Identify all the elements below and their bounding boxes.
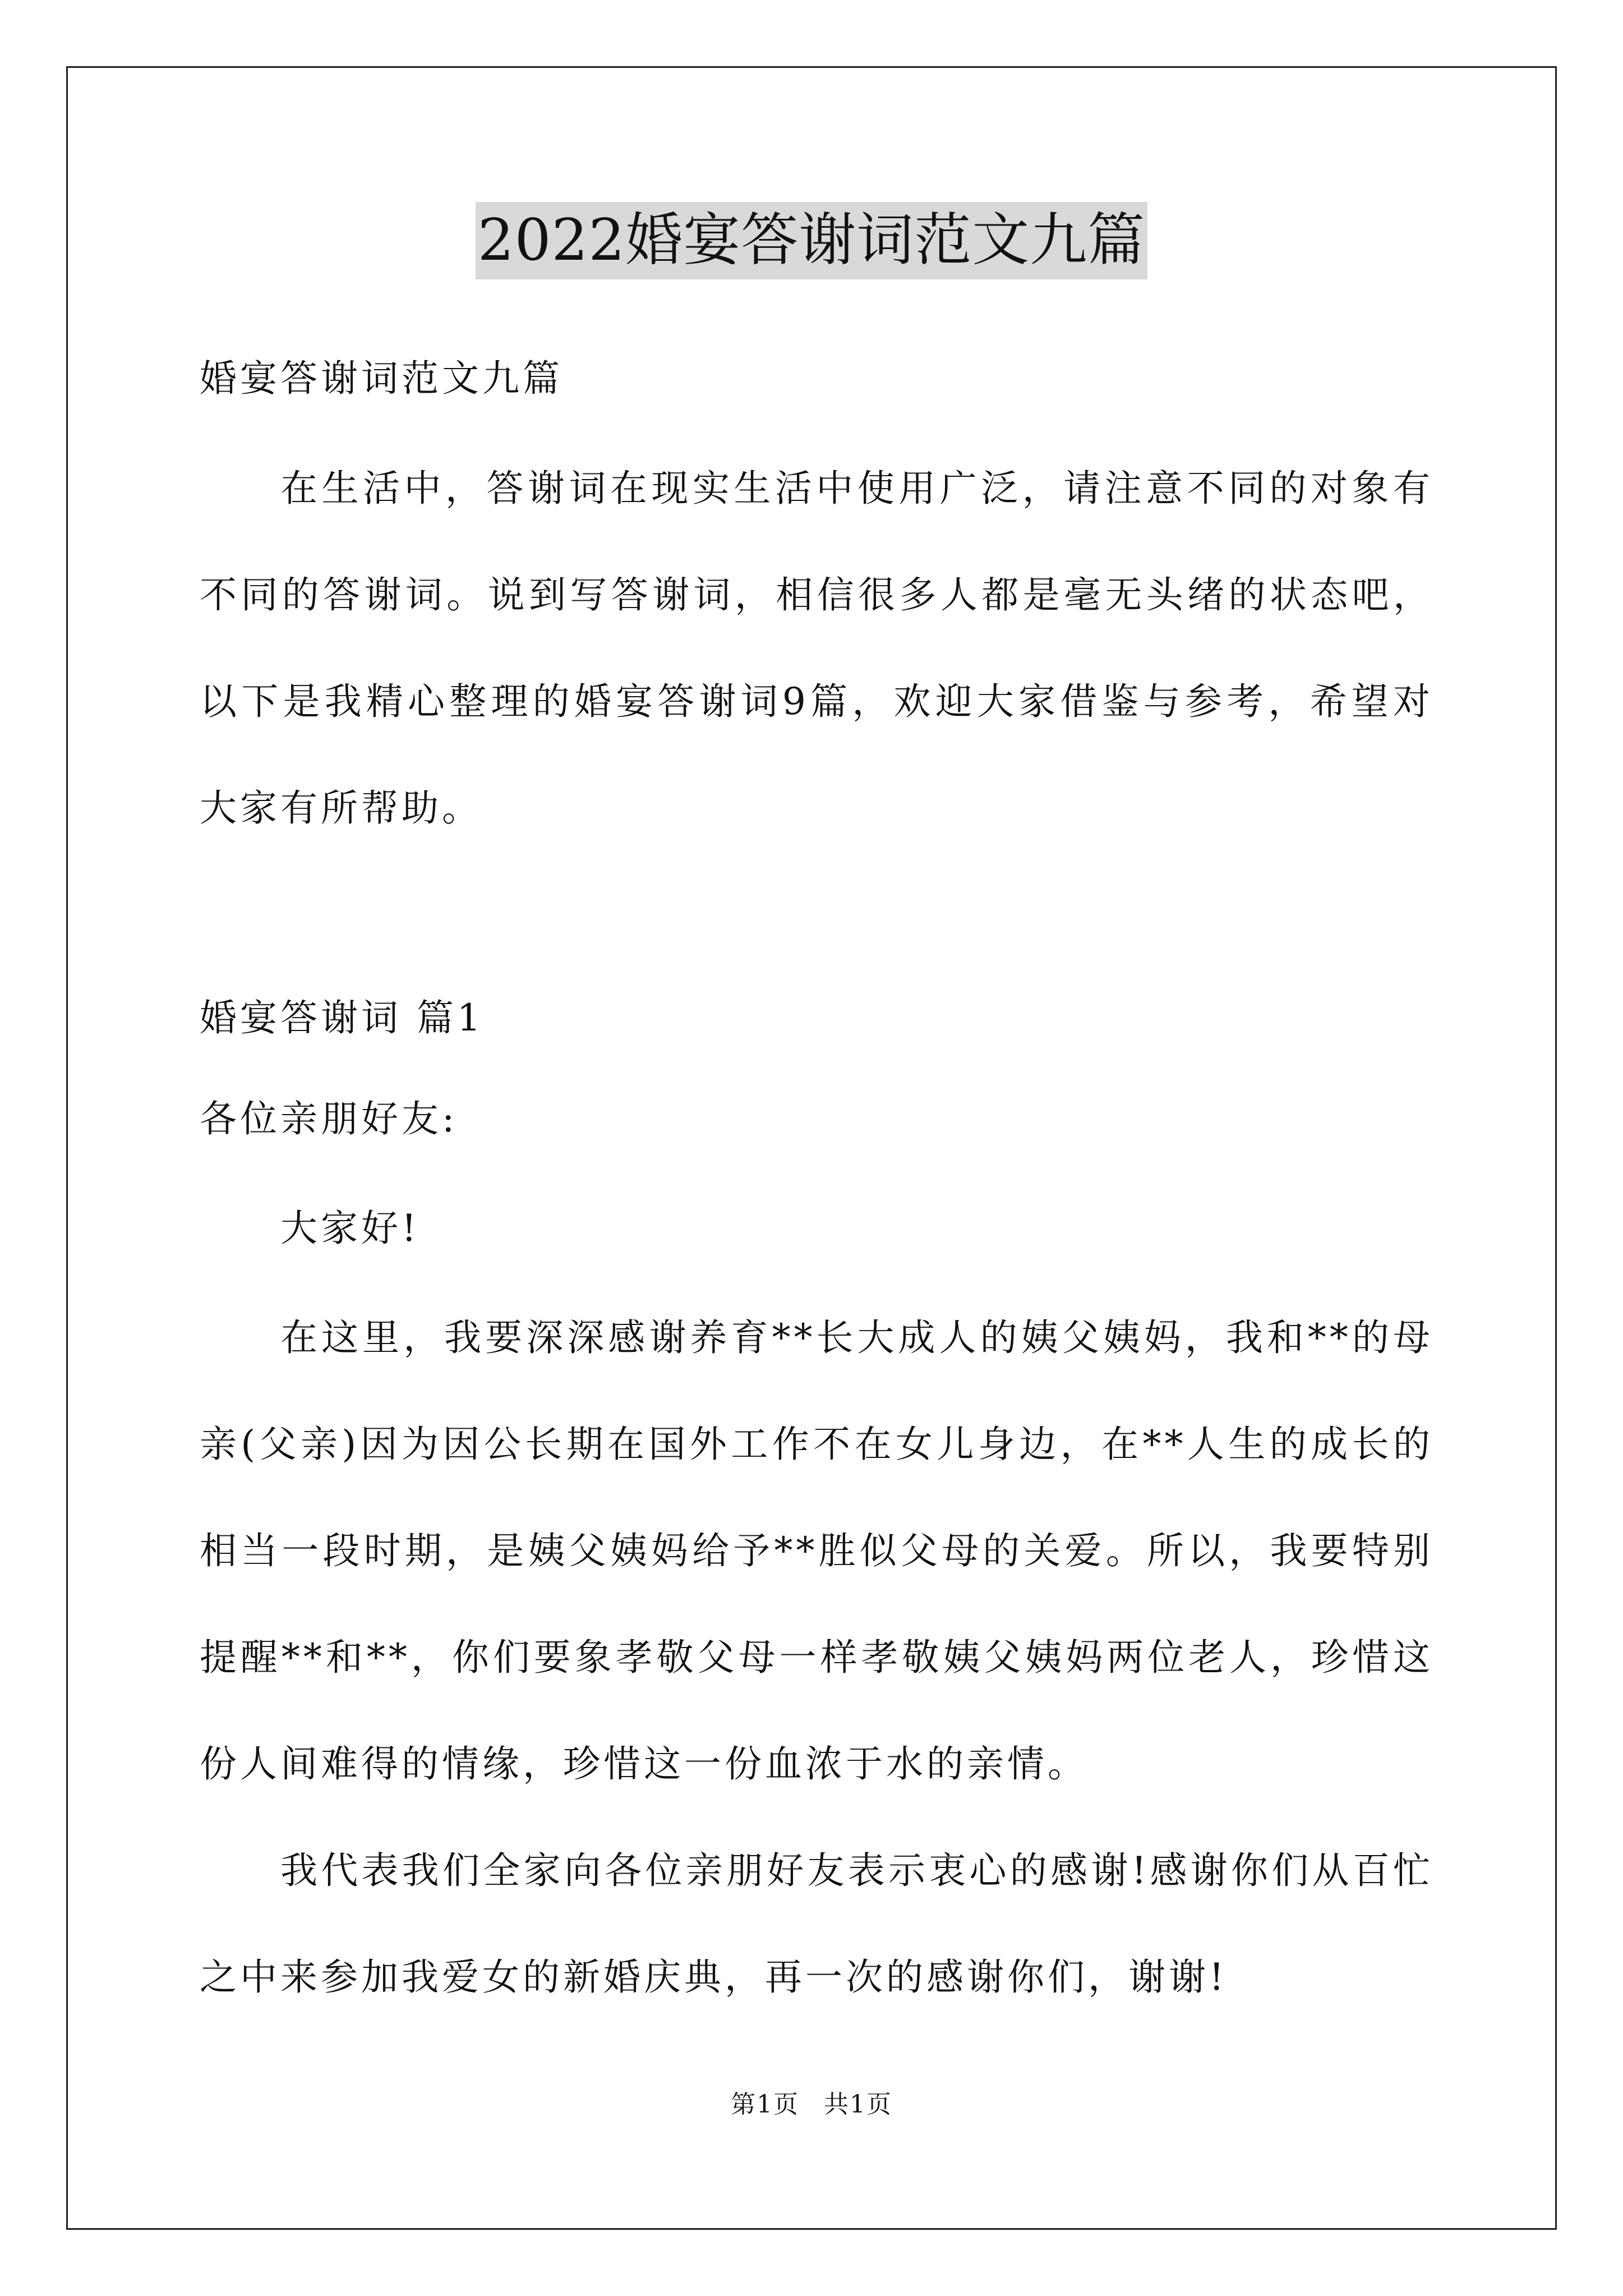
title-wrap: [0, 202, 1623, 279]
page-number-current: 第1页: [731, 2090, 799, 2119]
body-paragraph-2: 我代表我们全家向各位亲朋好友表示衷心的感谢!感谢你们从百忙之中来参加我爱女的新婚庆典，再一次的感谢你们，谢谢!: [200, 1849, 1433, 1999]
greeting: 大家好!: [280, 1207, 420, 1250]
intro-paragraph: 在生活中，答谢词在现实生活中使用广泛，请注意不同的对象有不同的答谢词。说到写答谢词，相信很多人都是毫无头绪的状态吧，以下是我精心整理的婚宴答谢词9篇，欢迎大家借鉴与参考，希望对大家有所帮助。: [200, 467, 1433, 830]
section-heading: 婚宴答谢词 篇1: [200, 996, 484, 1039]
document-title: 2022婚宴答谢词范文九篇: [476, 202, 1148, 279]
page-footer: [0, 2088, 1623, 2122]
salutation: 各位亲朋好友:: [200, 1097, 458, 1140]
body-paragraph-1: 在这里，我要深深感谢养育**长大成人的姨父姨妈，我和**的母亲(父亲)因为因公长期在国外工作不在女儿身边，在**人生的成长的相当一段时期，是姨父姨妈给予**胜似父母的关爱。所以，我要特别提醒**和**，你们要象孝敬父母一样孝敬姨父姨妈两位老人，珍惜这份人间难得的情缘，珍惜这一份血浓于水的亲情。: [200, 1316, 1433, 1786]
document-subtitle: 婚宴答谢词范文九篇: [200, 357, 563, 400]
page-number-total: 共1页: [824, 2090, 892, 2119]
